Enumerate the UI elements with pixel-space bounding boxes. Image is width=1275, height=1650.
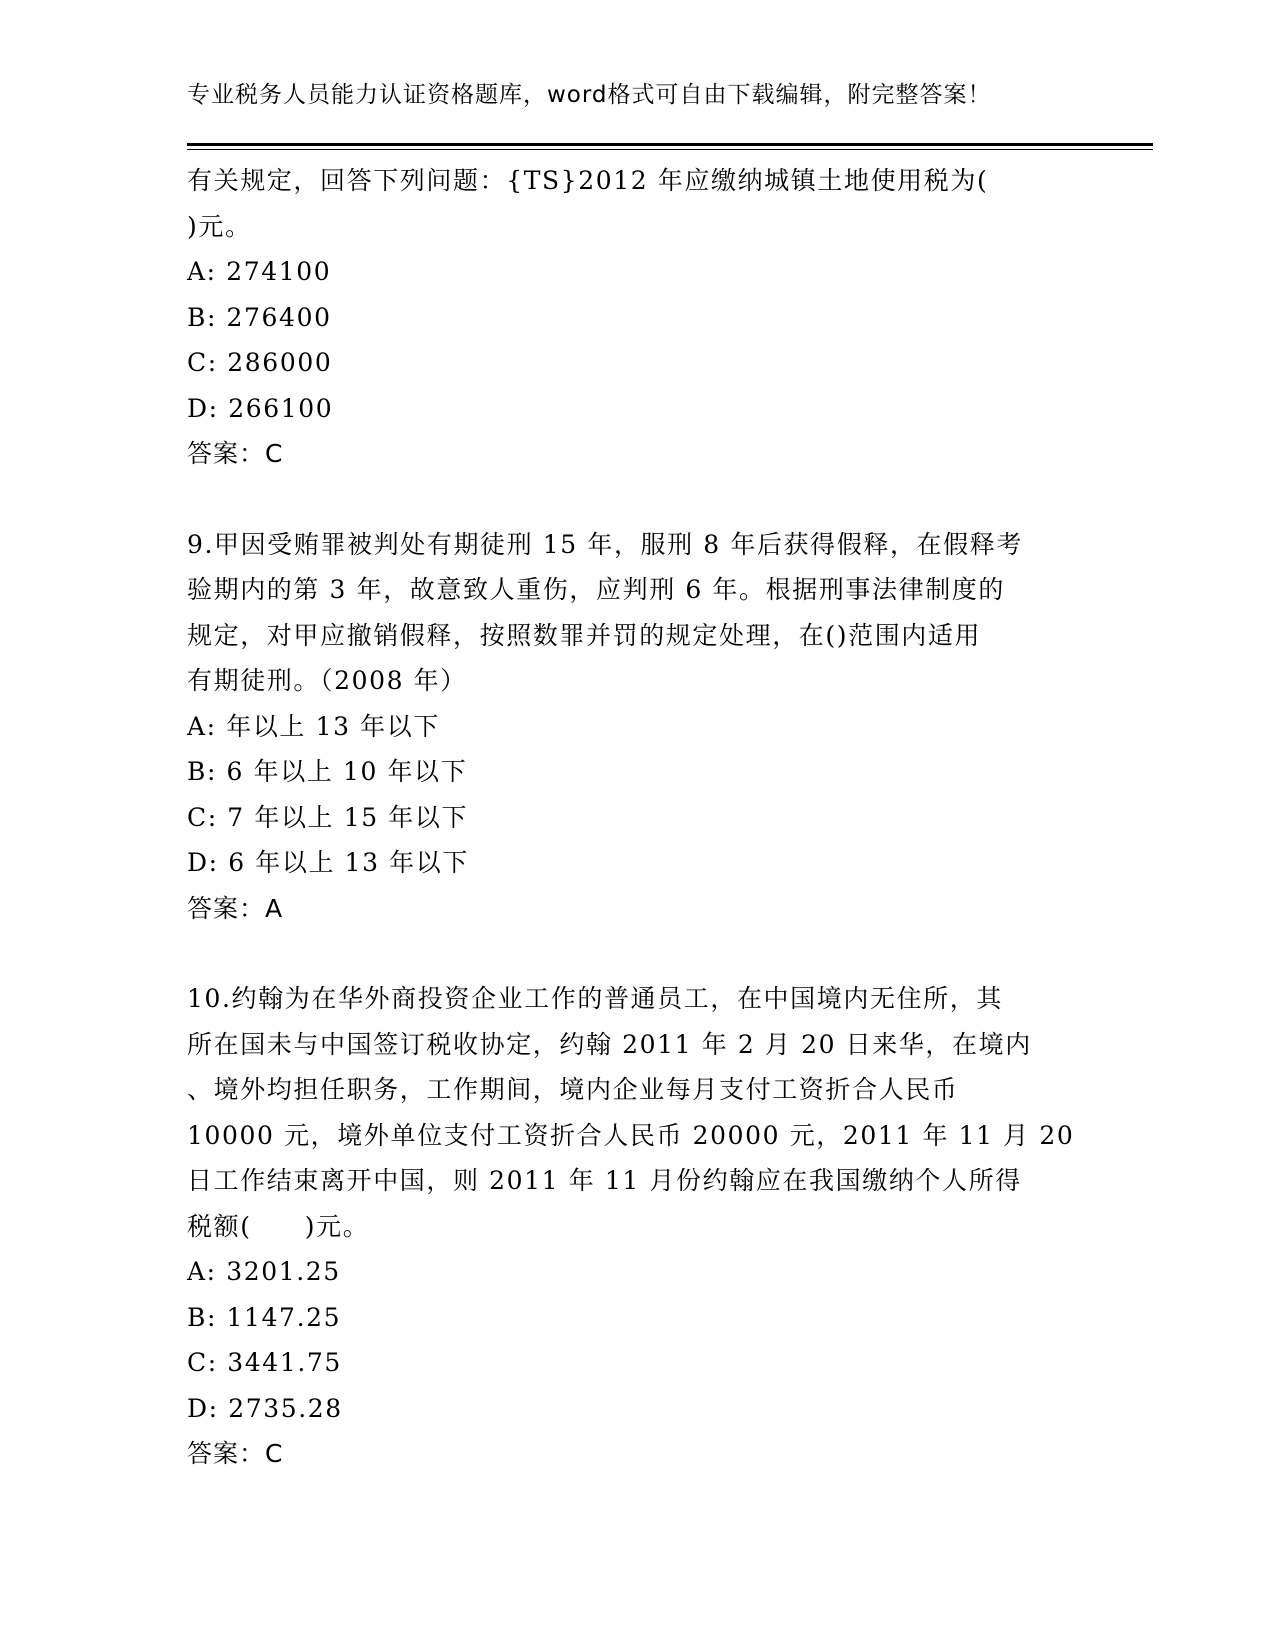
option-b: B: 1147.25 bbox=[187, 1302, 342, 1332]
header-rule-thin bbox=[187, 149, 1153, 150]
answer-line: 答案：A bbox=[187, 893, 284, 923]
option-b: B: 276400 bbox=[187, 302, 332, 332]
question-stem-line: 10000 元，境外单位支付工资折合人民币 20000 元，2011 年 11 月 20 bbox=[187, 1120, 1075, 1150]
question-stem-line: 税额( )元。 bbox=[187, 1211, 370, 1241]
question-stem-line: 验期内的第 3 年，故意致人重伤，应判刑 6 年。根据刑事法律制度的 bbox=[187, 575, 1006, 604]
question-stem-line: 9.甲因受贿罪被判处有期徒刑 15 年，服刑 8 年后获得假释，在假释考 bbox=[187, 529, 1023, 559]
option-d: D: 2735.28 bbox=[187, 1393, 343, 1423]
option-c: C: 286000 bbox=[187, 348, 333, 377]
question-stem-line: 日工作结束离开中国，则 2011 年 11 月份约翰应在我国缴纳个人所得 bbox=[187, 1166, 1022, 1195]
question-8 bbox=[187, 158, 1087, 477]
option-b: B: 6 年以上 10 年以下 bbox=[187, 757, 468, 786]
document-body bbox=[187, 158, 1087, 1477]
question-stem-line: 10.约翰为在华外商投资企业工作的普通员工，在中国境内无住所，其 bbox=[187, 984, 1003, 1013]
page-header-title: 专业税务人员能力认证资格题库，word格式可自由下载编辑，附完整答案！ bbox=[187, 82, 992, 108]
header-rule-thick bbox=[187, 143, 1153, 146]
question-stem-line: 所在国未与中国签订税收协定，约翰 2011 年 2 月 20 日来华，在境内 bbox=[187, 1029, 1032, 1059]
question-stem-line: 规定，对甲应撤销假释，按照数罪并罚的规定处理，在()范围内适用 bbox=[187, 620, 982, 650]
option-d: D: 6 年以上 13 年以下 bbox=[187, 848, 469, 877]
question-stem-line: 、境外均担任职务，工作期间，境内企业每月支付工资折合人民币 bbox=[187, 1075, 959, 1104]
option-a: A: 3201.25 bbox=[187, 1257, 341, 1286]
option-c: C: 3441.75 bbox=[187, 1348, 342, 1377]
spacer bbox=[187, 477, 1087, 522]
option-c: C: 7 年以上 15 年以下 bbox=[187, 802, 469, 832]
answer-line: 答案：C bbox=[187, 439, 284, 468]
option-a: A: 274100 bbox=[187, 257, 332, 286]
question-stem-line: 有期徒刑。（2008 年） bbox=[187, 666, 467, 695]
question-stem-line: )元。 bbox=[187, 211, 252, 241]
question-10 bbox=[187, 976, 1087, 1477]
spacer bbox=[187, 931, 1087, 976]
question-9 bbox=[187, 522, 1087, 932]
option-a: A: 年以上 13 年以下 bbox=[187, 711, 440, 741]
question-stem-line: 有关规定，回答下列问题：{TS}2012 年应缴纳城镇土地使用税为( bbox=[187, 166, 989, 195]
answer-line: 答案：C bbox=[187, 1439, 284, 1468]
option-d: D: 266100 bbox=[187, 393, 334, 423]
